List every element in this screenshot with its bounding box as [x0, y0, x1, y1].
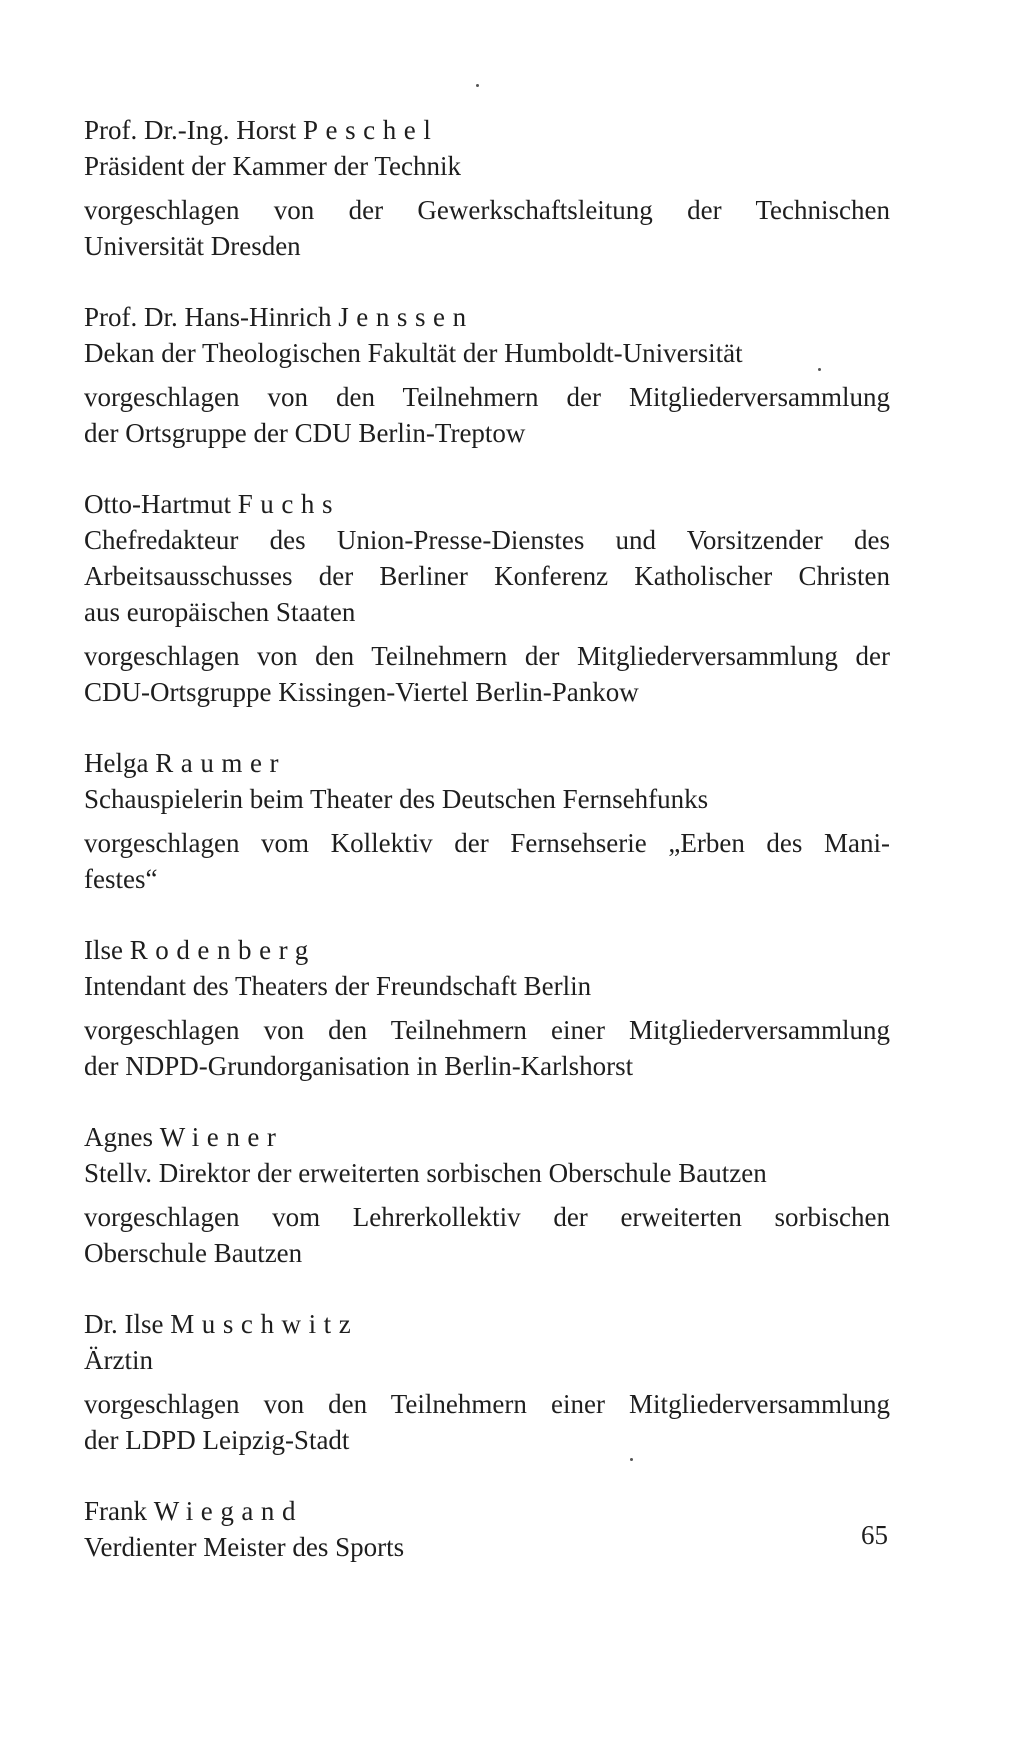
person-name — [84, 112, 890, 148]
surname: Raumer — [155, 748, 287, 778]
proposal-line: vorgeschlagen von den Teilnehmern der Mitgliederversammlung der — [84, 641, 890, 671]
ink-speck — [476, 84, 479, 87]
entry-muschwitz — [84, 1306, 890, 1458]
proposal-line: CDU-Ortsgruppe Kissingen-Viertel Berlin-Pankow — [84, 677, 639, 707]
person-name — [84, 745, 890, 781]
person-title-line: aus europäischen Staaten — [84, 597, 356, 627]
proposal-line: Oberschule Bautzen — [84, 1238, 303, 1268]
entry-wiegand — [84, 1493, 890, 1565]
person-name — [84, 1119, 890, 1155]
person-title: Ärztin — [84, 1345, 153, 1375]
proposal-line: vorgeschlagen vom Kollektiv der Fernsehserie „Erben des Mani- — [84, 828, 890, 858]
entry-peschel — [84, 112, 890, 264]
name-prefix: Frank — [84, 1496, 147, 1526]
person-title: Präsident der Kammer der Technik — [84, 151, 461, 181]
surname: Wiener — [159, 1122, 284, 1152]
name-prefix: Dr. Ilse — [84, 1309, 164, 1339]
person-title-line: Chefredakteur des Union-Presse-Dienstes und Vorsitzender des — [84, 525, 890, 555]
proposal-line: vorgeschlagen vom Lehrerkollektiv der erweiterten sorbischen — [84, 1202, 890, 1232]
person-title: Dekan der Theologischen Fakultät der Humboldt-Universität — [84, 338, 743, 368]
proposal-line: Universität Dresden — [84, 231, 301, 261]
proposal-line: vorgeschlagen von den Teilnehmern der Mitgliederversammlung — [84, 382, 890, 412]
person-title: Schauspielerin beim Theater des Deutschen Fernsehfunks — [84, 784, 709, 814]
proposal-line: vorgeschlagen von den Teilnehmern einer Mitgliederversammlung — [84, 1389, 890, 1419]
entry-raumer — [84, 745, 890, 897]
surname: Rodenberg — [129, 935, 316, 965]
surname: Peschel — [302, 115, 439, 145]
surname: Wiegand — [153, 1496, 304, 1526]
page-number: 65 — [861, 1520, 888, 1550]
name-prefix: Prof. Dr. Hans-Hinrich — [84, 302, 332, 332]
surname: Jenssen — [338, 302, 474, 332]
person-name — [84, 1493, 890, 1529]
person-name — [84, 486, 890, 522]
entry-rodenberg — [84, 932, 890, 1084]
surname: Fuchs — [237, 489, 341, 519]
person-name — [84, 932, 890, 968]
proposal-line: der LDPD Leipzig-Stadt — [84, 1425, 350, 1455]
name-prefix: Otto-Hartmut — [84, 489, 231, 519]
entry-wiener — [84, 1119, 890, 1271]
surname: Muschwitz — [170, 1309, 359, 1339]
person-title-line: Arbeitsausschusses der Berliner Konferenz Katholischer Christen — [84, 561, 890, 591]
proposal-line: der Ortsgruppe der CDU Berlin-Treptow — [84, 418, 526, 448]
proposal-line: vorgeschlagen von der Gewerkschaftsleitung der Technischen — [84, 195, 890, 225]
document-page — [84, 112, 890, 1600]
person-title: Intendant des Theaters der Freundschaft Berlin — [84, 971, 592, 1001]
name-prefix: Ilse — [84, 935, 123, 965]
name-prefix: Agnes — [84, 1122, 153, 1152]
person-name — [84, 299, 890, 335]
name-prefix: Prof. Dr.-Ing. Horst — [84, 115, 297, 145]
entry-jenssen — [84, 299, 890, 451]
proposal-line: festes“ — [84, 864, 158, 894]
person-title: Verdienter Meister des Sports — [84, 1532, 405, 1562]
name-prefix: Helga — [84, 748, 149, 778]
person-title: Stellv. Direktor der erweiterten sorbischen Oberschule Bautzen — [84, 1158, 767, 1188]
proposal-line: der NDPD-Grundorganisation in Berlin-Karlshorst — [84, 1051, 634, 1081]
entry-fuchs — [84, 486, 890, 710]
person-name — [84, 1306, 890, 1342]
proposal-line: vorgeschlagen von den Teilnehmern einer Mitgliederversammlung — [84, 1015, 890, 1045]
